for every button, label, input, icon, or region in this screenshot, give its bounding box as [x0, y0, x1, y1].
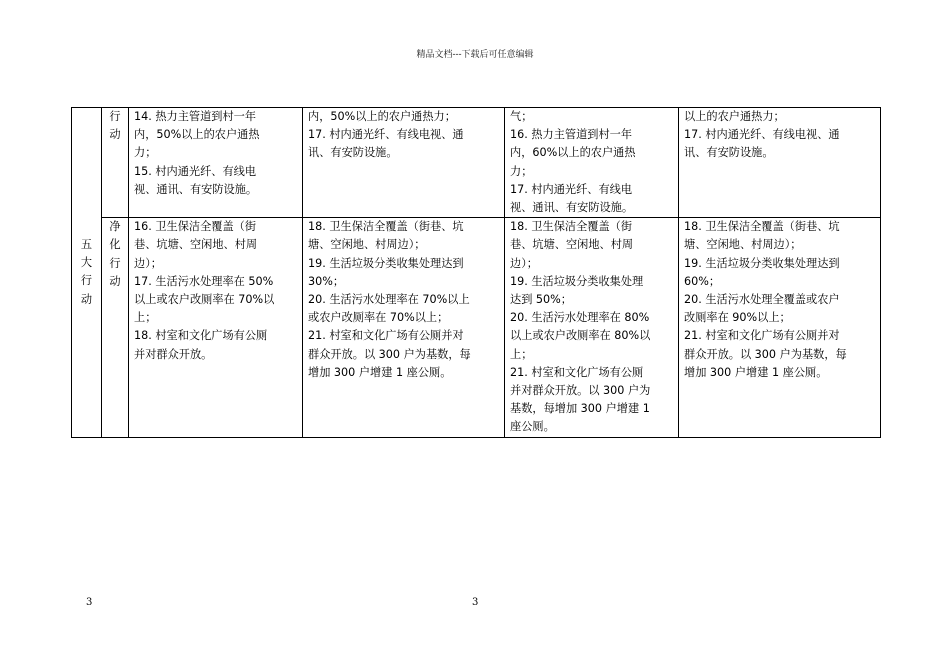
- content-cell: [303, 108, 505, 218]
- cell-line: 讯、有安防设施。: [684, 146, 774, 160]
- cell-line: 20. 生活污水处理率在 70%以上: [308, 293, 470, 307]
- cell-line: 座公厕。: [510, 420, 555, 434]
- content-cell: [129, 218, 303, 437]
- cell-line: 内，50%以上的农户通热: [134, 128, 260, 142]
- page-number-left: 3: [86, 597, 93, 608]
- page-number-center: 3: [472, 597, 479, 608]
- cell-line: 力；: [510, 164, 533, 178]
- content-cell: [679, 108, 881, 218]
- cell-line: 视、通讯、有安防设施。: [134, 182, 258, 196]
- cell-line: 讯、有安防设施。: [308, 146, 398, 160]
- cell-line: 气；: [510, 110, 533, 123]
- cell-line: 以上或农户改厕率在 80%以: [510, 329, 651, 343]
- subcategory-char: 行: [109, 110, 121, 123]
- cell-line: 群众开放。以 300 户为基数，每: [684, 347, 847, 361]
- cell-line: 并对群众开放。以 300 户为: [510, 384, 651, 398]
- cell-line: 21. 村室和文化广场有公厕并对: [308, 329, 464, 343]
- content-cell: [129, 108, 303, 218]
- cell-line: 18. 卫生保洁全覆盖（街巷、坑: [684, 220, 840, 234]
- cell-line: 以上或农户改厕率在 70%以: [134, 293, 275, 307]
- cell-line: 并对群众开放。: [134, 347, 213, 361]
- page-header: 精品文档---下载后可任意编辑: [416, 50, 534, 60]
- content-cell: [505, 218, 679, 437]
- cell-line: 18. 村室和文化广场有公厕: [134, 329, 268, 343]
- cell-line: 塘、空闲地、村周边）；: [684, 238, 802, 252]
- cell-line: 17. 村内通光纤、有线电视、通: [308, 128, 464, 142]
- subcategory-char: 净: [109, 220, 121, 234]
- cell-line: 内，50%以上的农户通热力；: [308, 110, 456, 123]
- table-row: [72, 218, 881, 437]
- cell-line: 基数，每增加 300 户增建 1: [510, 402, 650, 416]
- cell-line: 18. 卫生保洁全覆盖（街: [510, 220, 633, 234]
- cell-line: 增加 300 户增建 1 座公厕。: [684, 365, 828, 379]
- cell-line: 上；: [134, 311, 157, 325]
- cell-line: 以上的农户通热力；: [684, 110, 785, 123]
- content-cell: [679, 218, 881, 437]
- cell-line: 16. 卫生保洁全覆盖（街: [134, 220, 257, 234]
- subcategory-cell: [102, 108, 129, 218]
- cell-line: 21. 村室和文化广场有公厕: [510, 365, 644, 379]
- cell-line: 巷、坑塘、空闲地、村周: [134, 238, 258, 252]
- table-row: [72, 108, 881, 218]
- cell-line: 增加 300 户增建 1 座公厕。: [308, 365, 452, 379]
- category-cell: [72, 108, 102, 438]
- cell-line: 达到 50%；: [510, 293, 572, 307]
- cell-line: 群众开放。以 300 户为基数，每: [308, 347, 471, 361]
- plan-table: [71, 107, 881, 438]
- category-char: 动: [80, 292, 93, 306]
- cell-line: 边）；: [134, 256, 162, 270]
- content-cell: [303, 218, 505, 437]
- category-char: 五: [80, 237, 93, 251]
- cell-line: 18. 卫生保洁全覆盖（街巷、坑: [308, 220, 464, 234]
- cell-line: 16. 热力主管道到村一年: [510, 128, 633, 142]
- cell-line: 60%；: [684, 274, 721, 288]
- cell-line: 视、通讯、有安防设施。: [510, 201, 634, 215]
- cell-line: 或农户改厕率在 70%以上；: [308, 311, 449, 325]
- cell-line: 力；: [134, 146, 157, 160]
- cell-line: 上；: [510, 347, 533, 361]
- subcategory-char: 动: [109, 128, 121, 142]
- cell-line: 19. 生活垃圾分类收集处理达到: [684, 256, 840, 270]
- subcategory-char: 动: [109, 274, 121, 288]
- cell-line: 14. 热力主管道到村一年: [134, 110, 257, 123]
- cell-line: 巷、坑塘、空闲地、村周: [510, 238, 634, 252]
- cell-line: 内，60%以上的农户通热: [510, 146, 636, 160]
- cell-line: 改厕率在 90%以上；: [684, 311, 791, 325]
- content-cell: [505, 108, 679, 218]
- cell-line: 21. 村室和文化广场有公厕并对: [684, 329, 840, 343]
- category-char: 大: [80, 256, 93, 270]
- cell-line: 19. 生活垃圾分类收集处理达到: [308, 256, 464, 270]
- cell-line: 塘、空闲地、村周边）；: [308, 238, 426, 252]
- cell-line: 30%；: [308, 274, 345, 288]
- cell-line: 19. 生活垃圾分类收集处理: [510, 274, 644, 288]
- cell-line: 17. 村内通光纤、有线电视、通: [684, 128, 840, 142]
- cell-line: 15. 村内通光纤、有线电: [134, 164, 257, 178]
- cell-line: 17. 生活污水处理率在 50%: [134, 274, 274, 288]
- cell-line: 边）；: [510, 256, 538, 270]
- subcategory-cell: [102, 218, 129, 437]
- subcategory-char: 化: [109, 238, 121, 252]
- subcategory-char: 行: [109, 256, 121, 270]
- cell-line: 17. 村内通光纤、有线电: [510, 182, 633, 196]
- category-char: 行: [80, 274, 93, 288]
- cell-line: 20. 生活污水处理率在 80%: [510, 311, 650, 325]
- cell-line: 20. 生活污水处理全覆盖或农户: [684, 293, 840, 307]
